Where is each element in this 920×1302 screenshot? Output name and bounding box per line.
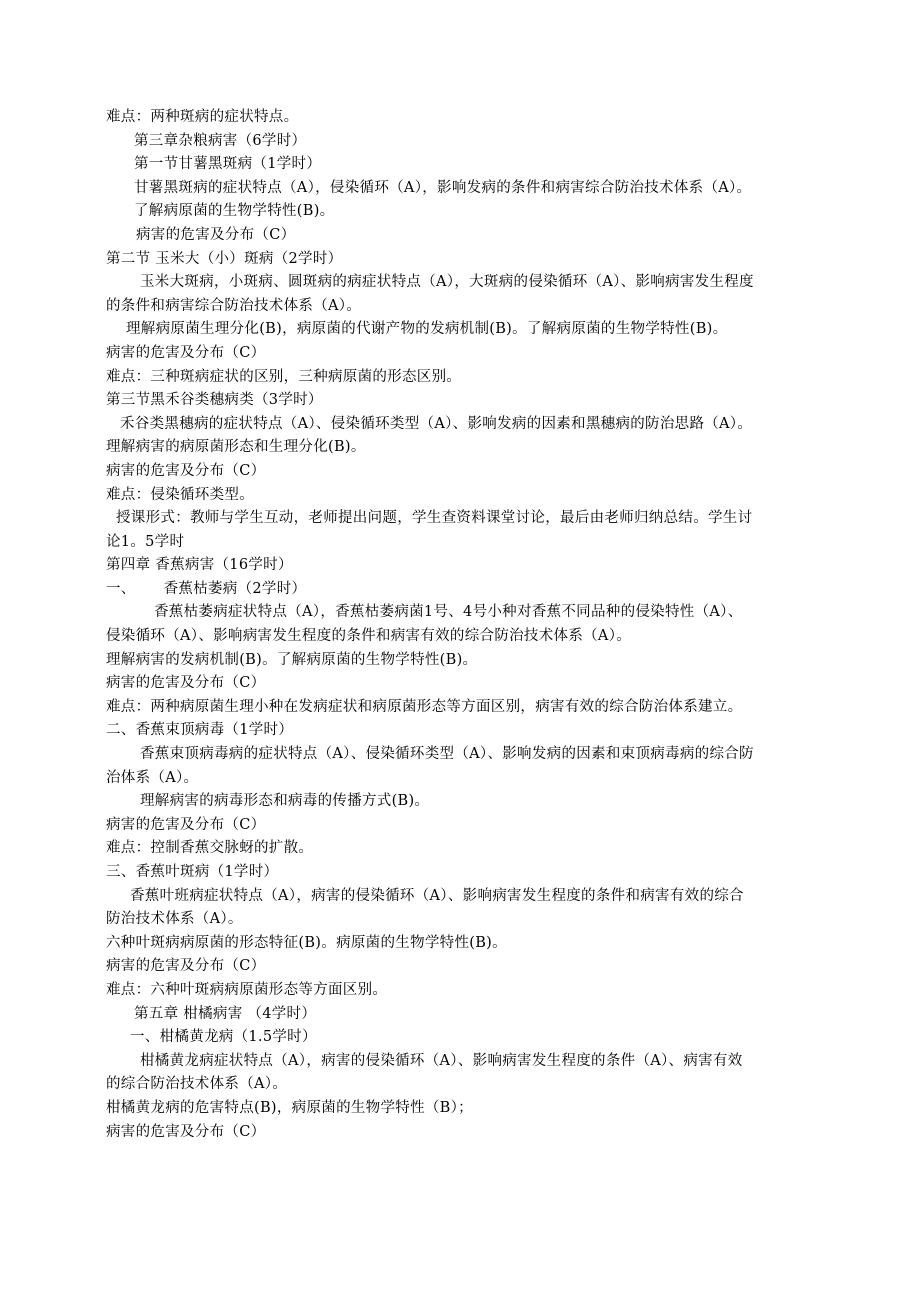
section-heading [106,578,818,602]
difficulty-line: 难点：六种叶斑病病原菌形态等方面区别。 [106,981,388,998]
section-title: 香蕉枯萎病（2学时） [163,580,307,597]
body-text-line: 的条件和病害综合防治技术体系（A）。 [106,297,362,314]
body-text-line: 了解病原菌的生物学特性(B)。 [134,203,335,220]
body-text-line: 论1。5学时 [106,533,185,550]
body-text-line: 理解病害的病原菌形态和生理分化(B)。 [106,439,366,456]
section-heading: 三、香蕉叶斑病（1学时） [106,864,279,880]
body-text-line: 病害的危害及分布（C） [106,462,266,479]
section-heading: 第二节 玉米大（小）斑病（2学时） [106,250,343,267]
document-body [106,106,818,1144]
body-text-line: 病害的危害及分布（C） [106,344,266,361]
body-text-line: 防治技术体系（A）。 [106,911,243,928]
body-text-line: 病害的危害及分布（C） [106,958,266,975]
body-text-line: 柑橘黄龙病症状特点（A），病害的侵染循环（A）、影响病害发生程度的条件（A）、病害有效 [140,1052,743,1069]
section-heading: 第一节甘薯黑斑病（1学时） [134,156,322,173]
body-text-line: 的综合防治技术体系（A）。 [106,1076,288,1093]
body-text-line: 理解病原菌生理分化(B)，病原菌的代谢产物的发病机制(B)。了解病原菌的生物学特性(B)。 [126,321,728,338]
difficulty-line: 难点：三种斑病症状的区别，三种病原菌的形态区别。 [106,368,462,385]
difficulty-line: 难点：侵染循环类型。 [106,486,254,503]
difficulty-line: 难点：两种斑病的症状特点。 [106,109,299,125]
body-text-line: 香蕉叶班病症状特点（A），病害的侵染循环（A）、影响病害发生程度的条件和病害有效的综合 [130,887,744,904]
body-text-line: 侵染循环（A）、影响病害发生程度的条件和病害有效的综合防治技术体系（A）。 [106,628,632,645]
section-heading: 二、香蕉束顶病毒（1学时） [106,722,294,739]
body-text-line: 病害的危害及分布（C） [106,1123,266,1140]
difficulty-line: 难点：两种病原菌生理小种在发病症状和病原菌形态等方面区别，病害有效的综合防治体系建立。 [106,698,743,715]
difficulty-line: 难点：控制香蕉交脉蚜的扩散。 [106,840,314,857]
chapter-heading: 第三章杂粮病害（6学时） [134,132,307,149]
section-heading: 一、柑橘黄龙病（1.5学时） [130,1029,317,1046]
body-text-line: 香蕉束顶病毒病的症状特点（A）、侵染循环类型（A）、影响发病的因素和束顶病毒病的综合防 [140,746,754,763]
body-text-line: 病害的危害及分布（C） [106,816,266,833]
body-text-line: 六种叶斑病病原菌的形态特征(B)。病原菌的生物学特性(B)。 [106,934,507,951]
section-heading: 第三节黑禾谷类穗病类（3学时） [106,392,323,409]
body-text-line: 治体系（A）。 [106,769,199,786]
body-text-line: 香蕉枯萎病症状特点（A），香蕉枯萎病菌1号、4号小种对香蕉不同品种的侵染特性（A）、 [154,604,743,621]
section-number: 一、 [106,580,136,597]
body-text-line: 禾谷类黑穗病的症状特点（A）、侵染循环类型（A）、影响发病的因素和黑穗病的防治思路（A）。 [120,415,753,432]
body-text-line: 玉米大斑病，小斑病、圆斑病的病症状特点（A），大斑病的侵染循环（A）、影响病害发生程度 [140,274,754,291]
chapter-heading: 第五章 柑橘病害 （4学时） [134,1005,317,1022]
teaching-format-line: 授课形式：教师与学生互动，老师提出问题，学生查资料课堂讨论，最后由老师归纳总结。学生讨 [116,510,753,527]
chapter-heading: 第四章 香蕉病害（16学时） [106,557,293,574]
body-text-line: 理解病害的发病机制(B)。了解病原菌的生物学特性(B)。 [106,651,478,668]
body-text-line: 甘薯黑斑病的症状特点（A），侵染循环（A），影响发病的条件和病害综合防治技术体系（A）。 [134,179,752,196]
body-text-line: 柑橘黄龙病的危害特点(B)，病原菌的生物学特性（B）； [106,1099,473,1116]
body-text-line: 理解病害的病毒形态和病毒的传播方式(B)。 [140,793,430,810]
body-text-line: 病害的危害及分布（C） [106,675,266,692]
body-text-line: 病害的危害及分布（C） [136,226,296,243]
